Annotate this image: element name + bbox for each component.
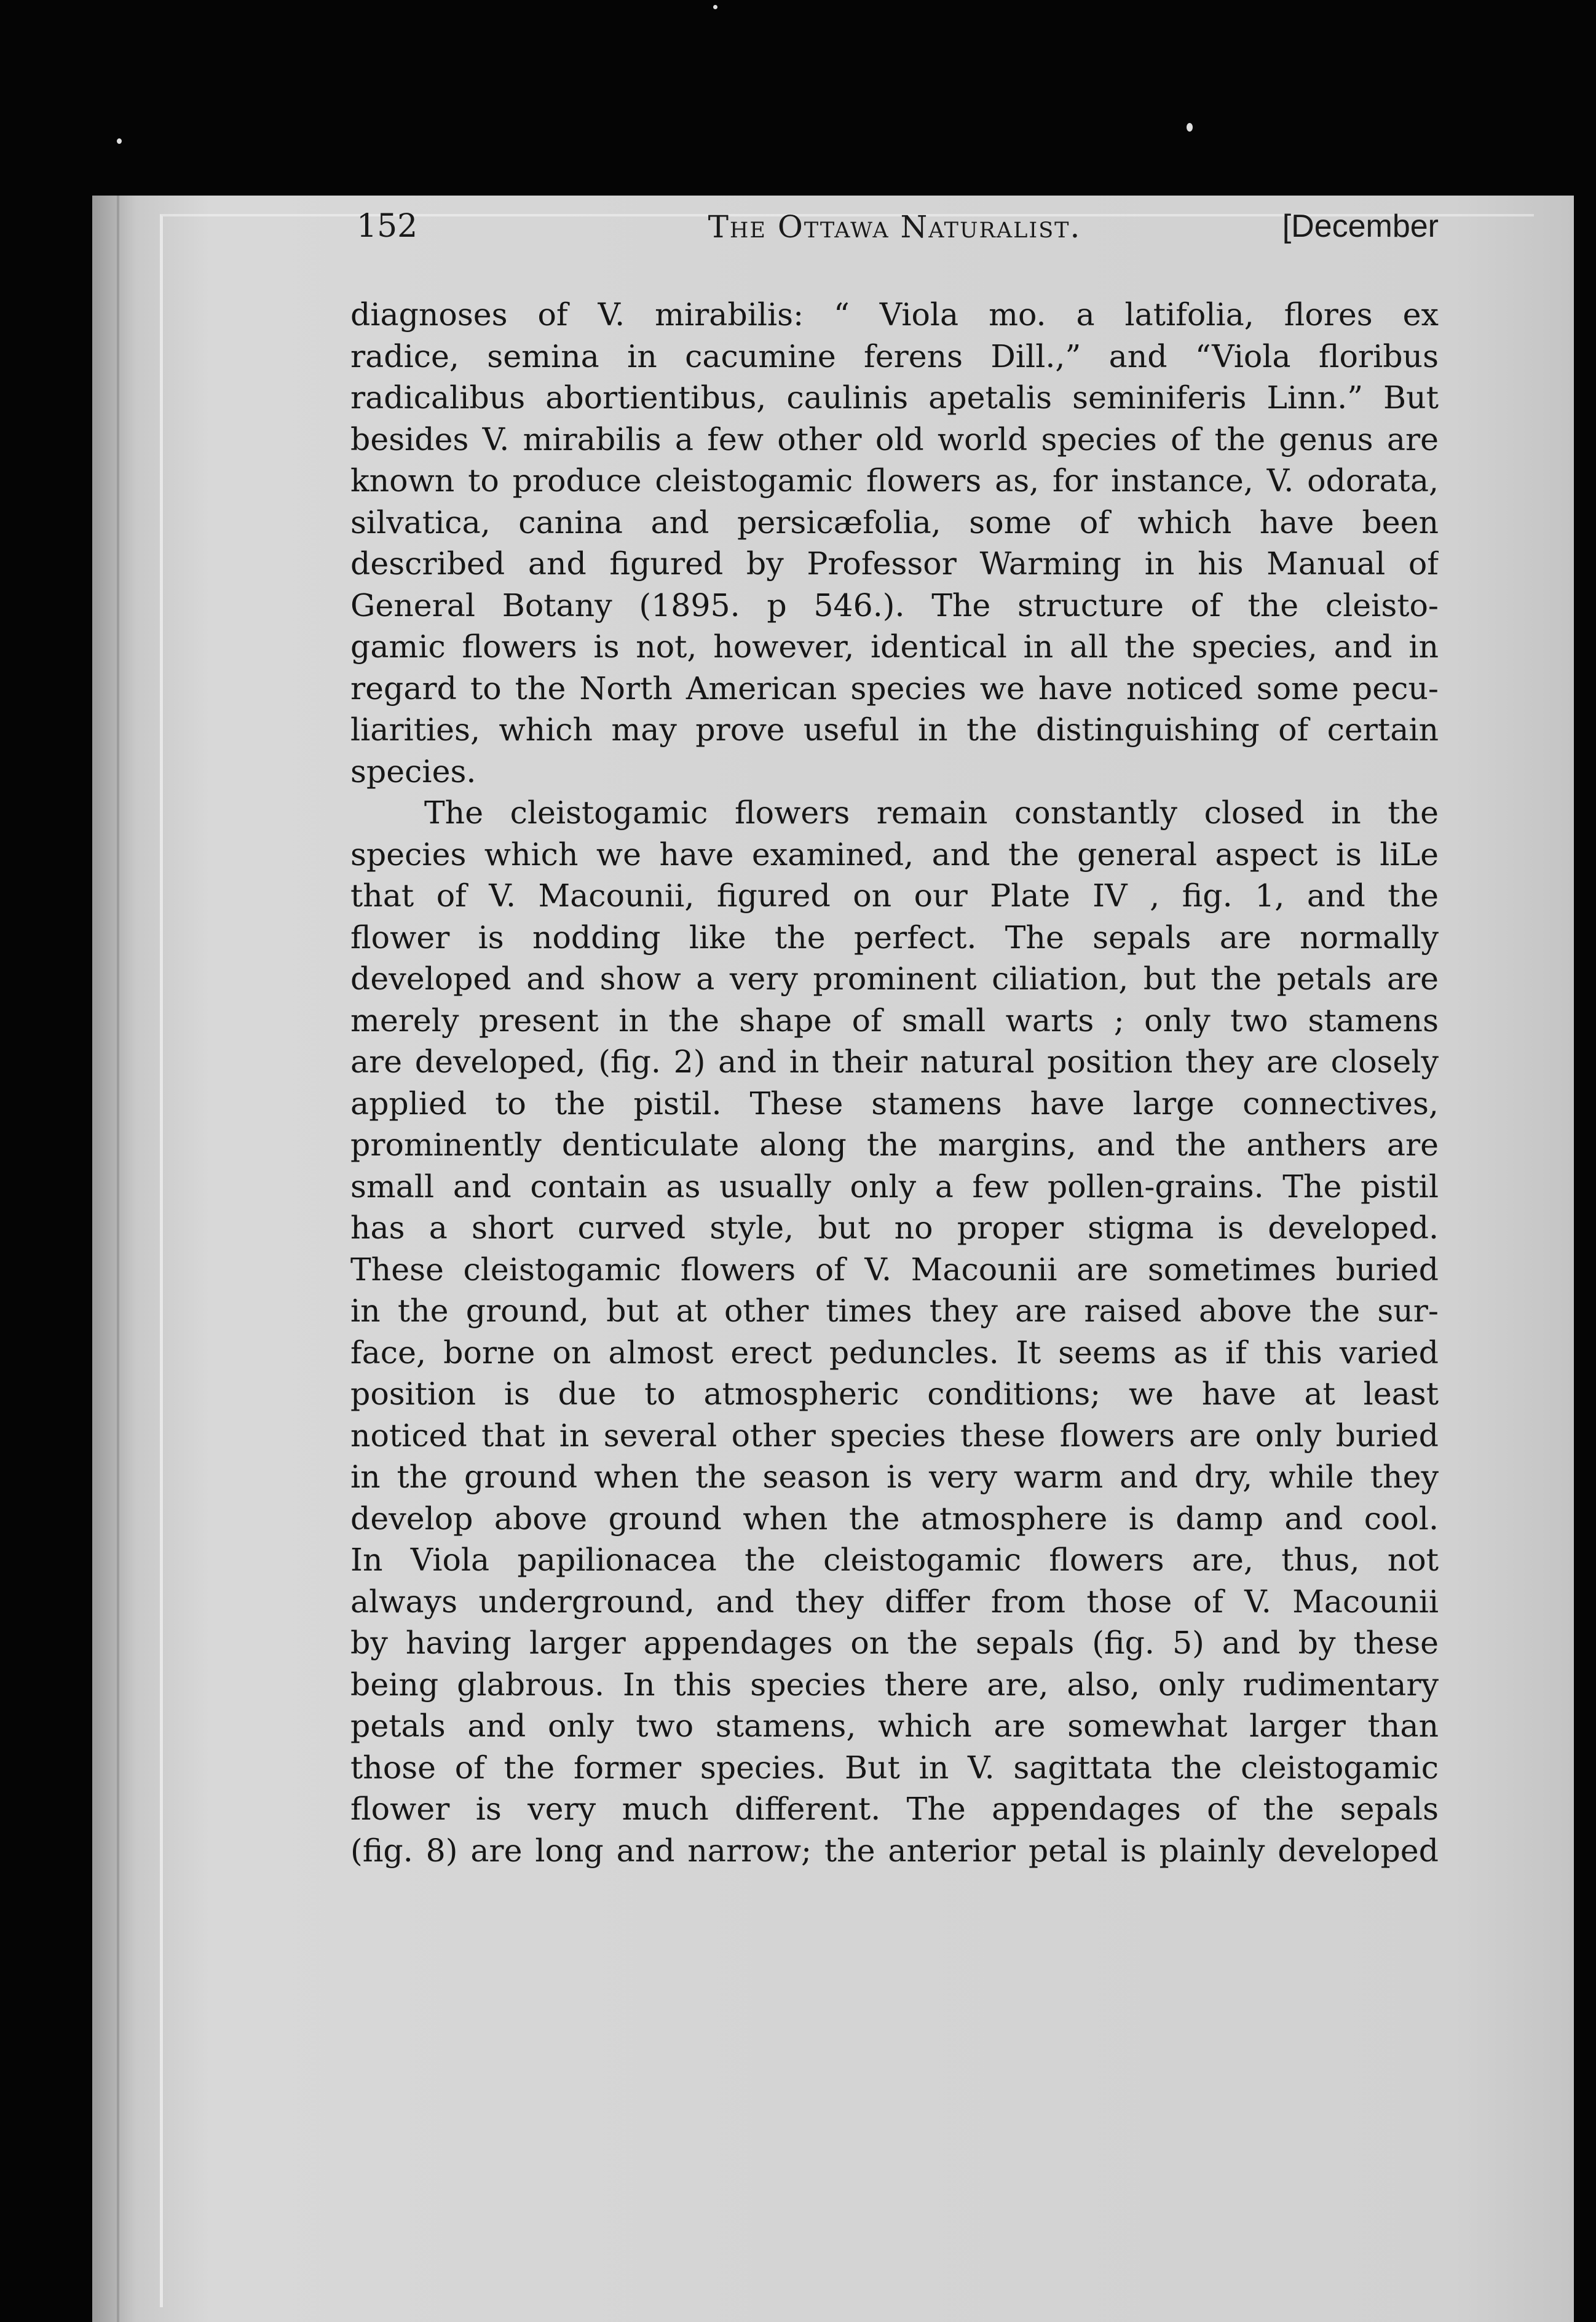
text-line: position is due to atmospheric conditions; we have at least — [350, 1376, 1439, 1412]
text-line: flower is nodding like the perfect. The sepals are normally — [350, 919, 1439, 956]
text-line: besides V. mirabilis a few other old world species of the genus are — [350, 421, 1439, 458]
issue-month: [December — [1282, 208, 1439, 244]
text-line: petals and only two stamens, which are somewhat larger than — [350, 1708, 1439, 1744]
text-line: are developed, (fig. 2) and in their natural position they are closely — [350, 1044, 1439, 1080]
text-line: has a short curved style, but no proper stigma is developed. — [350, 1210, 1439, 1246]
text-line: small and contain as usually only a few pollen-grains. The pistil — [350, 1168, 1439, 1205]
page-edge-shadow — [117, 196, 119, 2322]
text-line: face, borne on almost erect peduncles. It seems as if this varied — [350, 1334, 1439, 1371]
text-line: described and figured by Professor Warming in his Manual of — [350, 545, 1439, 582]
text-line: flower is very much different. The appendages of the sepals — [350, 1791, 1439, 1827]
text-line: always underground, and they differ from those of V. Macounii — [350, 1583, 1439, 1620]
text-line: merely present in the shape of small warts ; only two stamens — [350, 1002, 1439, 1039]
text-line: known to produce cleistogamic flowers as, for instance, V. odorata, — [350, 462, 1439, 499]
running-head — [350, 208, 1439, 263]
text-line: radicalibus abortientibus, caulinis apetalis seminiferis Linn.” But — [350, 379, 1439, 416]
text-line: in the ground, but at other times they are raised above the sur- — [350, 1293, 1439, 1329]
page-number: 152 — [357, 208, 418, 245]
text-line: silvatica, canina and persicæfolia, some of which have been — [350, 504, 1439, 541]
text-line: In Viola papilionacea the cleistogamic flowers are, thus, not — [350, 1542, 1439, 1578]
text-line: by having larger appendages on the sepals (fig. 5) and by these — [350, 1625, 1439, 1661]
text-line: liarities, which may prove useful in the distinguishing of certain — [350, 711, 1439, 748]
text-line: diagnoses of V. mirabilis: “ Viola mo. a latifolia, flores ex — [350, 296, 1439, 333]
text-line: those of the former species. But in V. sagittata the cleistogamic — [350, 1749, 1439, 1786]
text-line: that of V. Macounii, figured on our Plate IV , fig. 1, and the — [350, 878, 1439, 914]
text-line: regard to the North American species we have noticed some pecu- — [350, 670, 1439, 707]
text-line: species which we have examined, and the general aspect is liLe — [350, 836, 1439, 873]
text-line: The cleistogamic flowers remain constantly closed in the — [424, 794, 1439, 831]
text-line: developed and show a very prominent ciliation, but the petals are — [350, 961, 1439, 997]
dust-speck — [713, 5, 717, 9]
text-line: General Botany (1895. p 546.). The structure of the cleisto- — [350, 587, 1439, 624]
text-line: develop above ground when the atmosphere is damp and cool. — [350, 1500, 1439, 1537]
text-line: in the ground when the season is very warm and dry, while they — [350, 1459, 1439, 1495]
text-line: species. — [350, 753, 476, 790]
text-line: gamic flowers is not, however, identical in all the species, and in — [350, 628, 1439, 665]
text-line: prominently denticulate along the margins, and the anthers are — [350, 1127, 1439, 1163]
text-line: noticed that in several other species these flowers are only buried — [350, 1417, 1439, 1454]
text-line: radice, semina in cacumine ferens Dill.,” and “Viola floribus — [350, 338, 1439, 374]
dust-speck — [117, 138, 122, 144]
dust-speck — [1187, 123, 1193, 132]
text-line: applied to the pistil. These stamens have large connectives, — [350, 1085, 1439, 1122]
text-line: These cleistogamic flowers of V. Macounii are sometimes buried — [350, 1251, 1439, 1288]
journal-title: The Ottawa Naturalist. — [708, 209, 1081, 245]
text-line: being glabrous. In this species there are, also, only rudimentary — [350, 1666, 1439, 1703]
text-line: (fig. 8) are long and narrow; the anterior petal is plainly developed — [350, 1832, 1439, 1869]
article-body — [350, 294, 1439, 1871]
